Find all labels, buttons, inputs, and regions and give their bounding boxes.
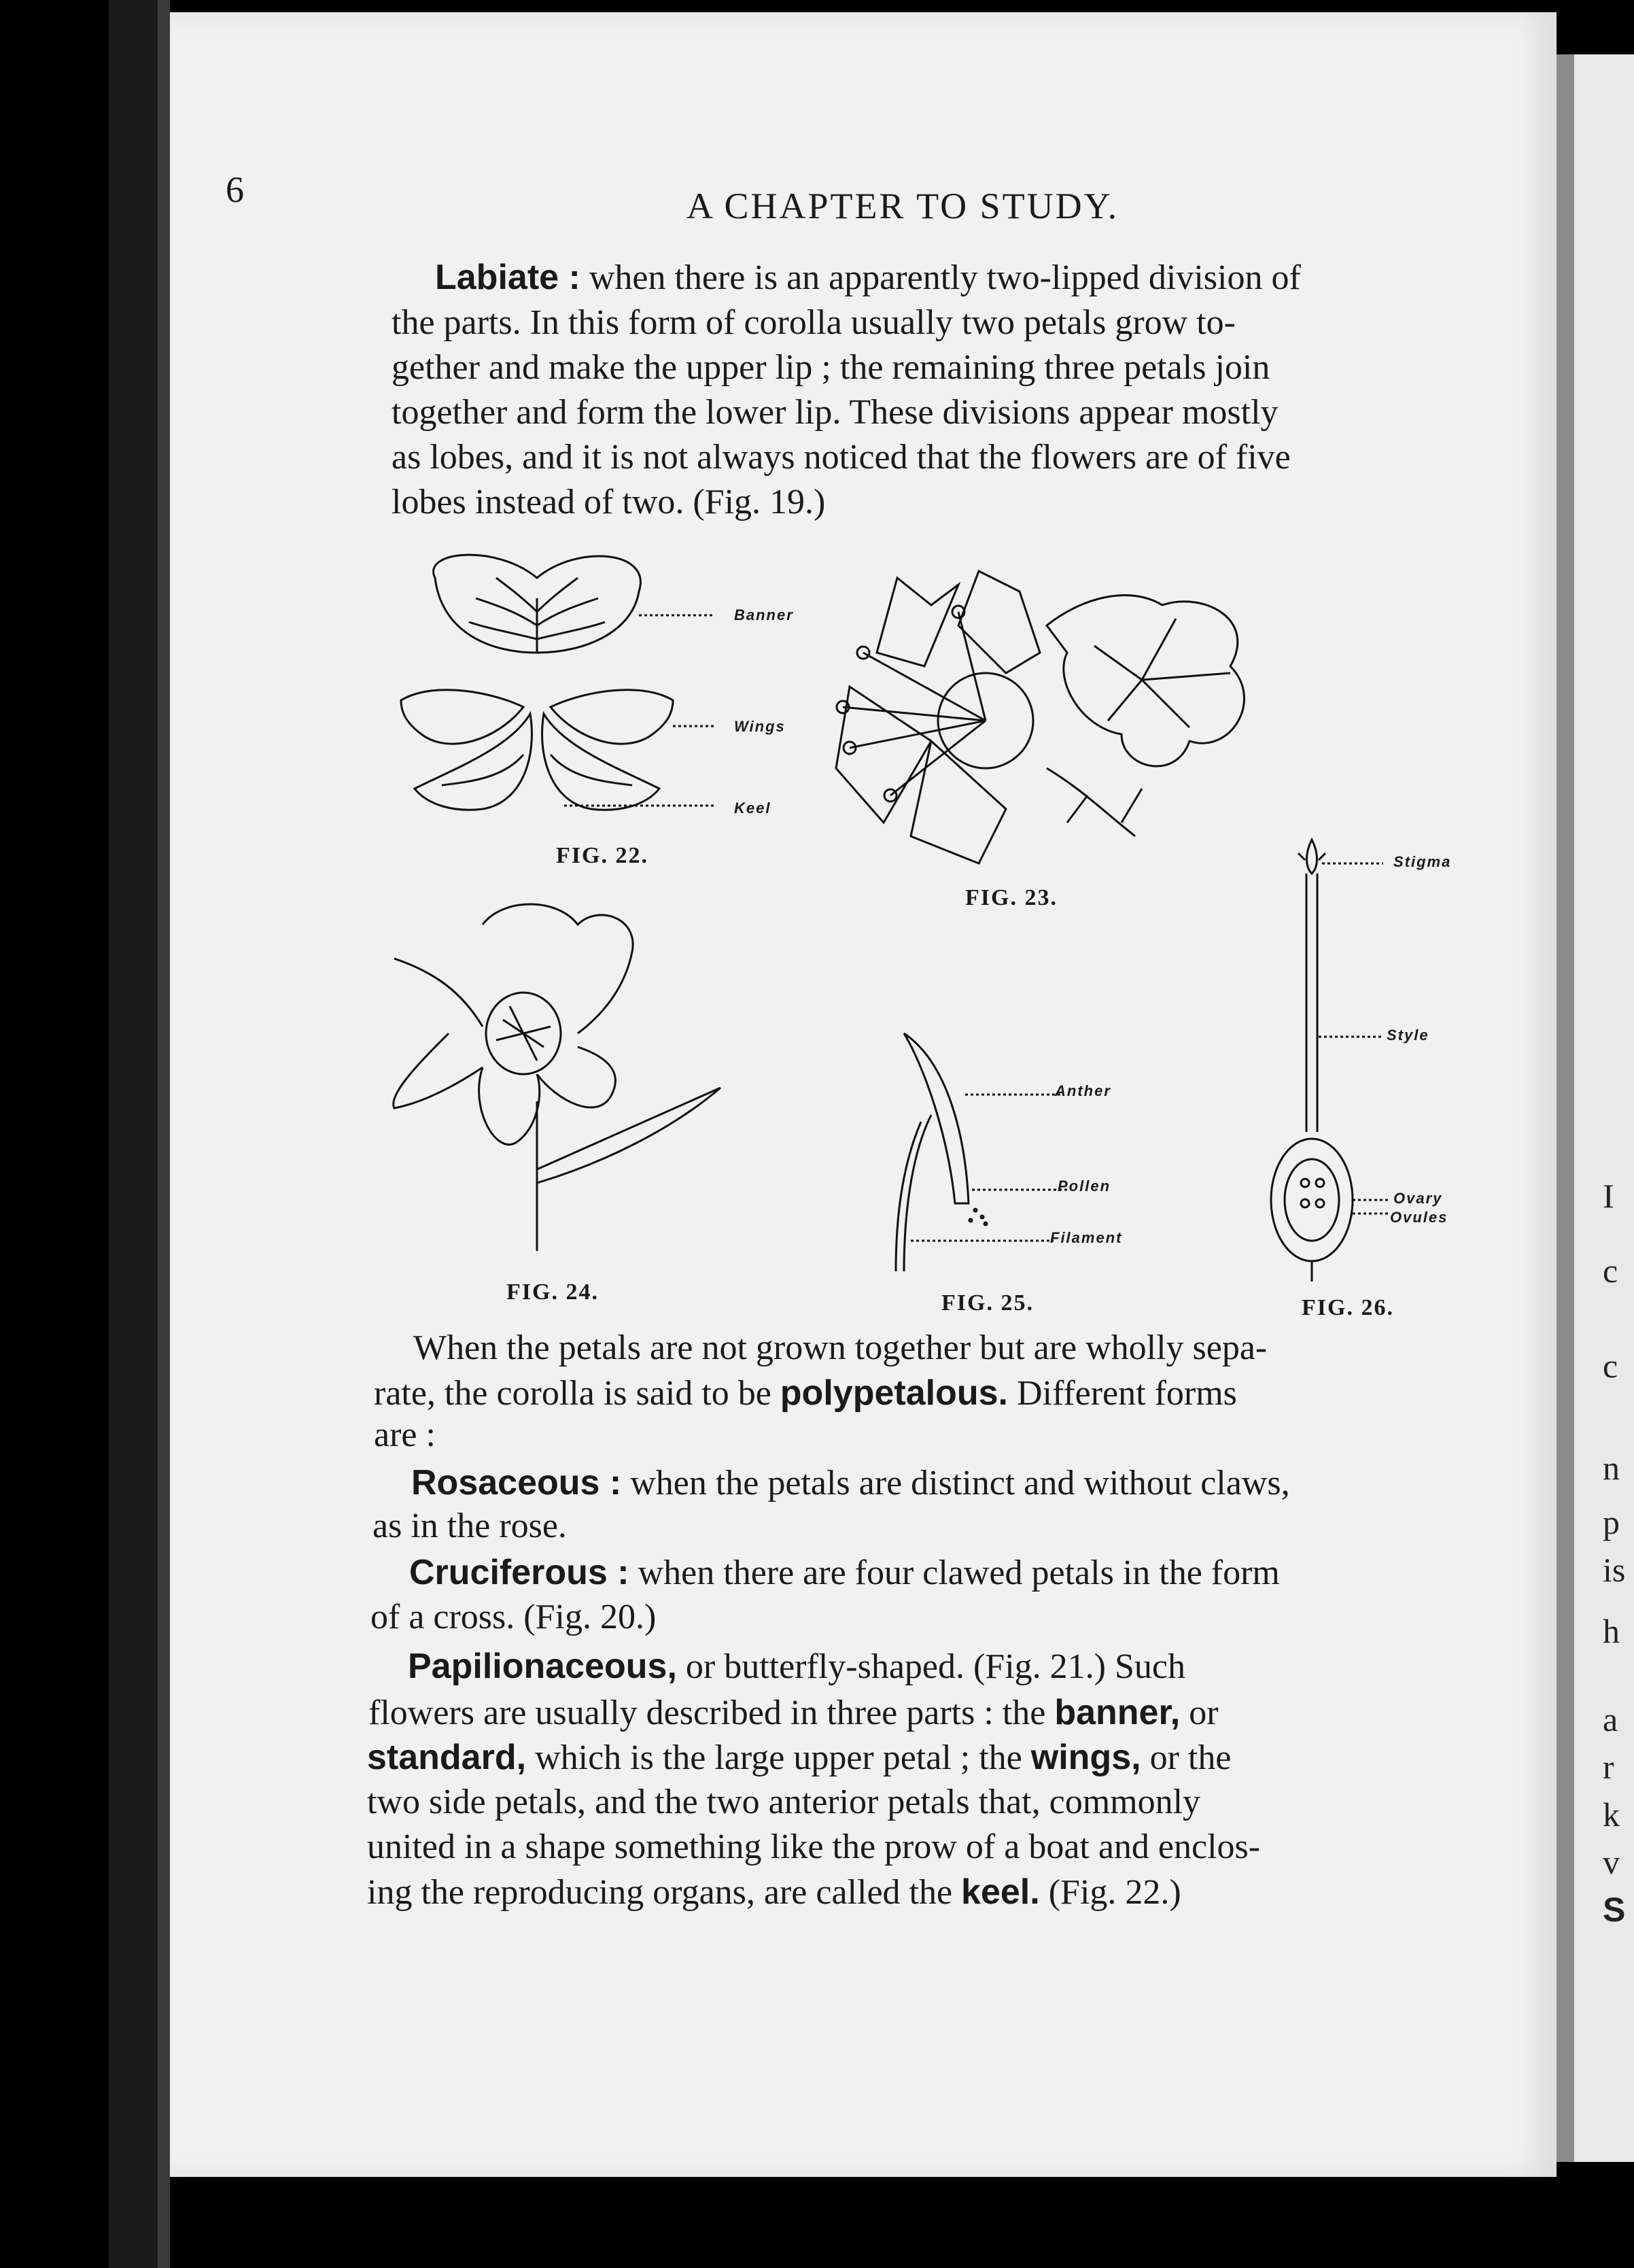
fig-26-caption: FIG. 26. xyxy=(1302,1295,1394,1320)
term-labiate: Labiate : xyxy=(435,258,580,297)
adjacent-fragment: k xyxy=(1603,1796,1620,1834)
fig-25-label-filament: Filament xyxy=(1050,1229,1123,1246)
spine-edge xyxy=(158,0,170,2268)
rosaceous-line-2: as in the rose. xyxy=(372,1507,567,1545)
fig-22-label-wings: Wings xyxy=(734,718,786,735)
fig-26-label-stigma: Stigma xyxy=(1393,853,1452,870)
page-number: 6 xyxy=(226,169,244,210)
term-rosaceous: Rosaceous : xyxy=(411,1463,622,1502)
adjacent-fragment: n xyxy=(1603,1449,1620,1487)
adjacent-fragment: r xyxy=(1603,1748,1614,1786)
adjacent-fragment: a xyxy=(1603,1700,1618,1738)
running-title: A CHAPTER TO STUDY. xyxy=(686,186,1119,226)
fig-23-drawing xyxy=(822,564,1285,877)
papilionaceous-line-2: flowers are usually described in three parts : the banner, or xyxy=(368,1693,1219,1732)
labiate-line-4: together and form the lower lip. These divisions appear mostly xyxy=(392,393,1279,432)
term-cruciferous: Cruciferous : xyxy=(409,1553,629,1592)
fig-25-caption: FIG. 25. xyxy=(941,1290,1034,1316)
fig-26-label-ovules: Ovules xyxy=(1390,1209,1448,1226)
adjacent-fragment: I xyxy=(1603,1177,1614,1215)
term-standard: standard, xyxy=(367,1738,527,1777)
poly-line-1: When the petals are not grown together but are wholly sepa- xyxy=(413,1328,1268,1367)
fig-24-caption: FIG. 24. xyxy=(506,1279,599,1305)
fig-24-drawing xyxy=(381,897,734,1251)
adjacent-fragment: is xyxy=(1603,1551,1626,1589)
papilionaceous-line-5: united in a shape something like the prow of a boat and enclos- xyxy=(367,1827,1261,1866)
fig-26-label-ovary: Ovary xyxy=(1393,1190,1443,1207)
term-wings: wings, xyxy=(1030,1738,1141,1777)
poly-line-3: are : xyxy=(374,1415,436,1454)
papilionaceous-line-6: ing the reproducing organs, are called the keel. (Fig. 22.) xyxy=(367,1872,1181,1912)
cruciferous-line-2: of a cross. (Fig. 20.) xyxy=(370,1598,657,1636)
fig-23-caption: FIG. 23. xyxy=(965,885,1058,910)
rosaceous-line-1: Rosaceous : when the petals are distinct and without claws, xyxy=(411,1463,1290,1502)
fig-25-label-pollen: Pollen xyxy=(1058,1178,1111,1195)
adjacent-fragment: v xyxy=(1603,1843,1620,1881)
adjacent-page-edge xyxy=(1557,54,1574,2162)
term-banner: banner, xyxy=(1054,1693,1181,1732)
cruciferous-line-1: Cruciferous : when there are four clawed petals in the form xyxy=(409,1553,1280,1592)
fig-22-label-keel: Keel xyxy=(734,800,771,817)
labiate-line-2: the parts. In this form of corolla usually two petals grow to- xyxy=(392,303,1236,342)
fig-26-drawing xyxy=(1257,833,1407,1282)
fig-26-label-style: Style xyxy=(1387,1027,1429,1044)
adjacent-fragment: p xyxy=(1603,1503,1620,1541)
labiate-line-1: Labiate : when there is an apparently two-lipped division of xyxy=(435,258,1301,297)
papilionaceous-line-1: Papilionaceous, or butterfly-shaped. (Fig. 21.) Such xyxy=(408,1647,1185,1686)
poly-line-2: rate, the corolla is said to be polypetalous. Different forms xyxy=(374,1373,1237,1413)
adjacent-page xyxy=(1557,54,1634,2162)
term-papilionaceous: Papilionaceous, xyxy=(408,1647,677,1686)
adjacent-fragment: c xyxy=(1603,1347,1618,1385)
labiate-line-3: gether and make the upper lip ; the remaining three petals join xyxy=(392,348,1270,387)
term-polypetalous: polypetalous. xyxy=(780,1373,1008,1413)
labiate-line-5: as lobes, and it is not always noticed that the flowers are of five xyxy=(392,438,1291,477)
fig-22-caption: FIG. 22. xyxy=(556,843,648,868)
fig-22-label-banner: Banner xyxy=(734,606,794,623)
adjacent-fragment: S xyxy=(1603,1891,1626,1929)
fig-25-label-anther: Anther xyxy=(1055,1082,1111,1099)
term-keel: keel. xyxy=(961,1872,1040,1912)
adjacent-fragment: c xyxy=(1603,1252,1618,1290)
papilionaceous-line-4: two side petals, and the two anterior petals that, commonly xyxy=(367,1783,1201,1821)
labiate-line-6: lobes instead of two. (Fig. 19.) xyxy=(392,483,826,521)
papilionaceous-line-3: standard, which is the large upper petal ; the wings, or the xyxy=(367,1738,1232,1777)
adjacent-fragment: h xyxy=(1603,1612,1620,1650)
